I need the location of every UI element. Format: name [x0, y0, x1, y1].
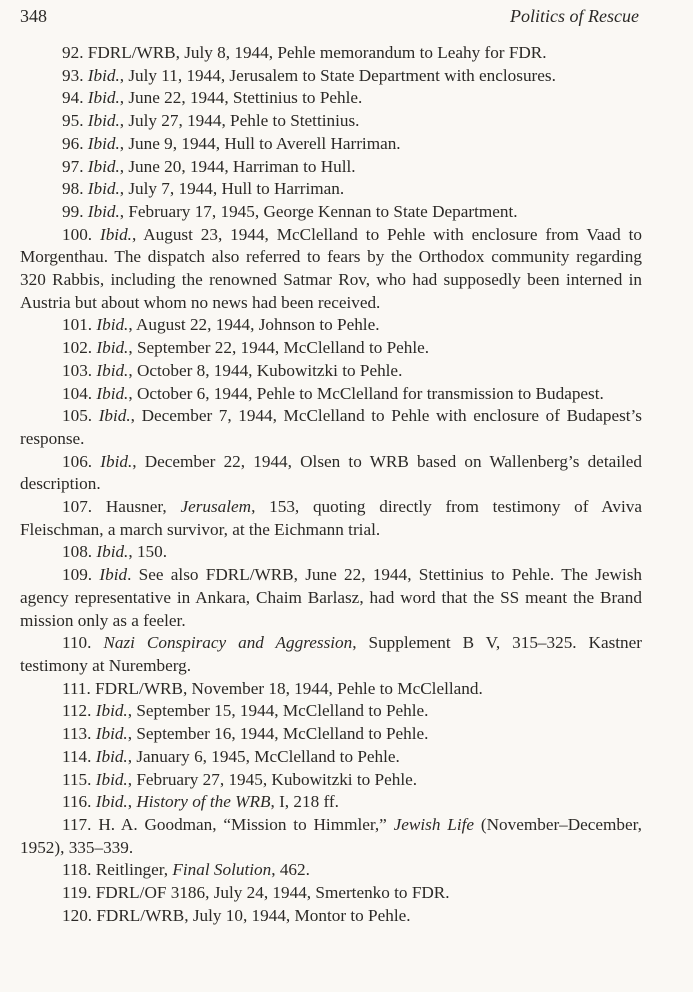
endnote-92	[20, 42, 642, 65]
endnote-text: , 150.	[128, 542, 168, 562]
endnote-text: H. A. Goodman, “Mission to Himmler,”	[98, 814, 394, 834]
endnote-number: 118.	[62, 860, 92, 880]
endnote-italic-text: Ibid.	[87, 201, 120, 221]
endnote-104	[20, 383, 642, 406]
endnote-number: 119.	[62, 883, 92, 903]
endnote-117	[20, 814, 642, 859]
endnote-italic-text: Ibid.	[96, 383, 129, 403]
endnote-text: FDRL/OF 3186, July 24, 1944, Smertenko to FDR.	[95, 883, 450, 903]
endnote-italic-text: Ibid.	[87, 179, 120, 199]
endnote-number: 99.	[62, 201, 84, 221]
endnote-120	[20, 905, 642, 928]
endnote-italic-text: Ibid.	[87, 111, 120, 131]
endnote-number: 112.	[62, 701, 92, 721]
endnote-text: , June 20, 1944, Harriman to Hull.	[119, 156, 356, 176]
endnote-text: , 462.	[271, 860, 310, 880]
endnote-italic-text: Ibid.	[95, 792, 128, 812]
endnote-number: 106.	[62, 451, 93, 471]
endnote-113	[20, 723, 642, 746]
endnote-number: 97.	[62, 156, 84, 176]
endnote-108	[20, 541, 642, 564]
endnote-112	[20, 700, 642, 723]
endnote-text: FDRL/WRB, July 10, 1944, Montor to Pehle.	[96, 905, 411, 925]
endnote-100	[20, 224, 642, 315]
endnote-italic-text: Jewish Life	[393, 814, 475, 834]
endnote-98	[20, 178, 642, 201]
endnote-111	[20, 678, 642, 701]
endnotes-list	[20, 42, 642, 927]
endnote-text: FDRL/WRB, November 18, 1944, Pehle to McClelland.	[95, 678, 483, 698]
endnote-italic-text: Ibid.	[96, 360, 129, 380]
endnote-number: 94.	[62, 88, 84, 108]
endnote-number: 103.	[62, 360, 93, 380]
endnote-italic-text: Ibid.	[96, 542, 129, 562]
endnote-number: 93.	[62, 65, 84, 85]
endnote-italic-text: Ibid.	[99, 224, 132, 244]
endnote-italic-text: Ibid.	[95, 724, 128, 744]
endnote-italic-text: History of the WRB	[136, 792, 271, 812]
endnote-number: 108.	[62, 542, 93, 562]
endnote-93	[20, 65, 642, 88]
endnote-italic-text: Ibid.	[100, 451, 133, 471]
endnote-text: , 153, quoting directly from testimony of Aviva Fleischman, a march survivor, at the Eichmann trial.	[20, 497, 642, 539]
endnote-106	[20, 451, 642, 496]
endnote-number: 102.	[62, 338, 93, 358]
endnote-96	[20, 133, 642, 156]
endnote-italic-text: Ibid.	[96, 315, 129, 335]
endnote-number: 116.	[62, 792, 92, 812]
endnote-italic-text: Ibid.	[87, 133, 120, 153]
endnote-text: . See also FDRL/WRB, June 22, 1944, Stettinius to Pehle. The Jewish agency representative in Ankara, Chaim Barlasz, had word that the SS meant the Brand mission only as a feeler.	[20, 565, 643, 630]
endnote-text: , December 7, 1944, McClelland to Pehle with enclosure of Budapest’s response.	[20, 406, 642, 448]
endnote-number: 115.	[62, 769, 92, 789]
endnote-119	[20, 882, 642, 905]
endnote-text: , August 22, 1944, Johnson to Pehle.	[128, 315, 380, 335]
endnote-number: 105.	[62, 406, 93, 426]
endnote-text: , December 22, 1944, Olsen to WRB based on Wallenberg’s detailed description.	[20, 451, 642, 494]
endnote-italic-text: Ibid.	[87, 88, 120, 108]
endnote-text: , Supplement B V, 315–325. Kastner testimony at Nuremberg.	[20, 633, 642, 675]
endnote-94	[20, 87, 642, 110]
endnote-101	[20, 314, 642, 337]
endnote-number: 107.	[62, 497, 93, 517]
endnote-text: , June 9, 1944, Hull to Averell Harriman.	[119, 133, 401, 153]
page-number: 348	[20, 6, 47, 26]
endnote-number: 104.	[62, 383, 93, 403]
endnote-text: Reitlinger,	[95, 860, 173, 880]
endnote-italic-text: Ibid.	[98, 406, 131, 426]
endnote-number: 96.	[62, 133, 84, 153]
endnote-italic-text: Ibid.	[95, 769, 128, 789]
endnote-text: , October 8, 1944, Kubowitzki to Pehle.	[128, 360, 403, 380]
endnote-109	[20, 564, 642, 632]
endnote-italic-text: Ibid.	[95, 701, 128, 721]
endnote-text: , October 6, 1944, Pehle to McClelland for transmission to Budapest.	[128, 383, 604, 403]
endnote-text: , February 27, 1945, Kubowitzki to Pehle.	[127, 769, 418, 789]
endnote-text: , September 22, 1944, McClelland to Pehle.	[128, 338, 430, 358]
endnote-text: , June 22, 1944, Stettinius to Pehle.	[119, 88, 363, 108]
endnote-text: , July 11, 1944, Jerusalem to State Department with enclosures.	[119, 65, 556, 85]
endnote-95	[20, 110, 642, 133]
endnote-text: , February 17, 1945, George Kennan to State Department.	[119, 201, 518, 221]
endnote-number: 110.	[62, 633, 92, 653]
endnote-text: , September 15, 1944, McClelland to Pehle.	[127, 701, 429, 721]
endnote-italic-text: Ibid.	[87, 156, 120, 176]
endnote-116	[20, 791, 642, 814]
endnote-number: 109.	[62, 565, 93, 585]
endnote-text: , July 27, 1944, Pehle to Stettinius.	[119, 111, 360, 131]
endnote-number: 111.	[62, 678, 91, 698]
endnote-number: 120.	[62, 905, 93, 925]
endnote-110	[20, 632, 642, 677]
endnote-text: , July 7, 1944, Hull to Harriman.	[119, 179, 345, 199]
endnote-114	[20, 746, 642, 769]
endnote-text: ,	[127, 792, 137, 812]
endnote-italic-text: Final Solution	[172, 860, 272, 880]
endnote-102	[20, 337, 642, 360]
endnote-number: 101.	[62, 315, 93, 335]
endnote-number: 92.	[62, 43, 84, 62]
endnote-115	[20, 769, 642, 792]
endnote-italic-text: Nazi Conspiracy and Aggression	[103, 633, 353, 653]
endnote-italic-text: Jerusalem	[180, 497, 252, 517]
endnote-107	[20, 496, 642, 541]
endnote-118	[20, 859, 642, 882]
endnote-text: Hausner,	[105, 497, 181, 517]
endnote-number: 114.	[62, 746, 92, 766]
endnote-105	[20, 405, 642, 450]
endnote-number: 100.	[62, 224, 93, 244]
endnote-number: 117.	[62, 814, 92, 834]
endnote-text: , September 16, 1944, McClelland to Pehle.	[127, 724, 429, 744]
endnote-text: FDRL/WRB, July 8, 1944, Pehle memorandum to Leahy for FDR.	[87, 43, 547, 62]
endnote-text: , January 6, 1945, McClelland to Pehle.	[127, 746, 400, 766]
page-header	[20, 4, 639, 30]
endnote-number: 95.	[62, 111, 84, 131]
endnote-number: 98.	[62, 179, 84, 199]
endnote-number: 113.	[62, 724, 92, 744]
endnote-italic-text: Ibid.	[96, 338, 129, 358]
endnote-text: (November–December, 1952), 335–339.	[20, 814, 642, 857]
endnote-text: , I, 218 ff.	[270, 792, 339, 812]
endnote-italic-text: Ibid	[99, 565, 128, 585]
endnote-103	[20, 360, 642, 383]
endnote-97	[20, 156, 642, 179]
endnote-italic-text: Ibid.	[87, 65, 120, 85]
endnote-text: , August 23, 1944, McClelland to Pehle with enclosure from Vaad to Morgenthau. The dispatch also referred to fears by the Orthodox community regarding 320 Rabbis, including the renowned Satmar Rov, who had supposedly been interned in Austria but about whom no news had been received.	[20, 224, 642, 312]
endnote-italic-text: Ibid.	[95, 746, 128, 766]
running-head: Politics of Rescue	[510, 6, 639, 26]
endnote-99	[20, 201, 642, 224]
